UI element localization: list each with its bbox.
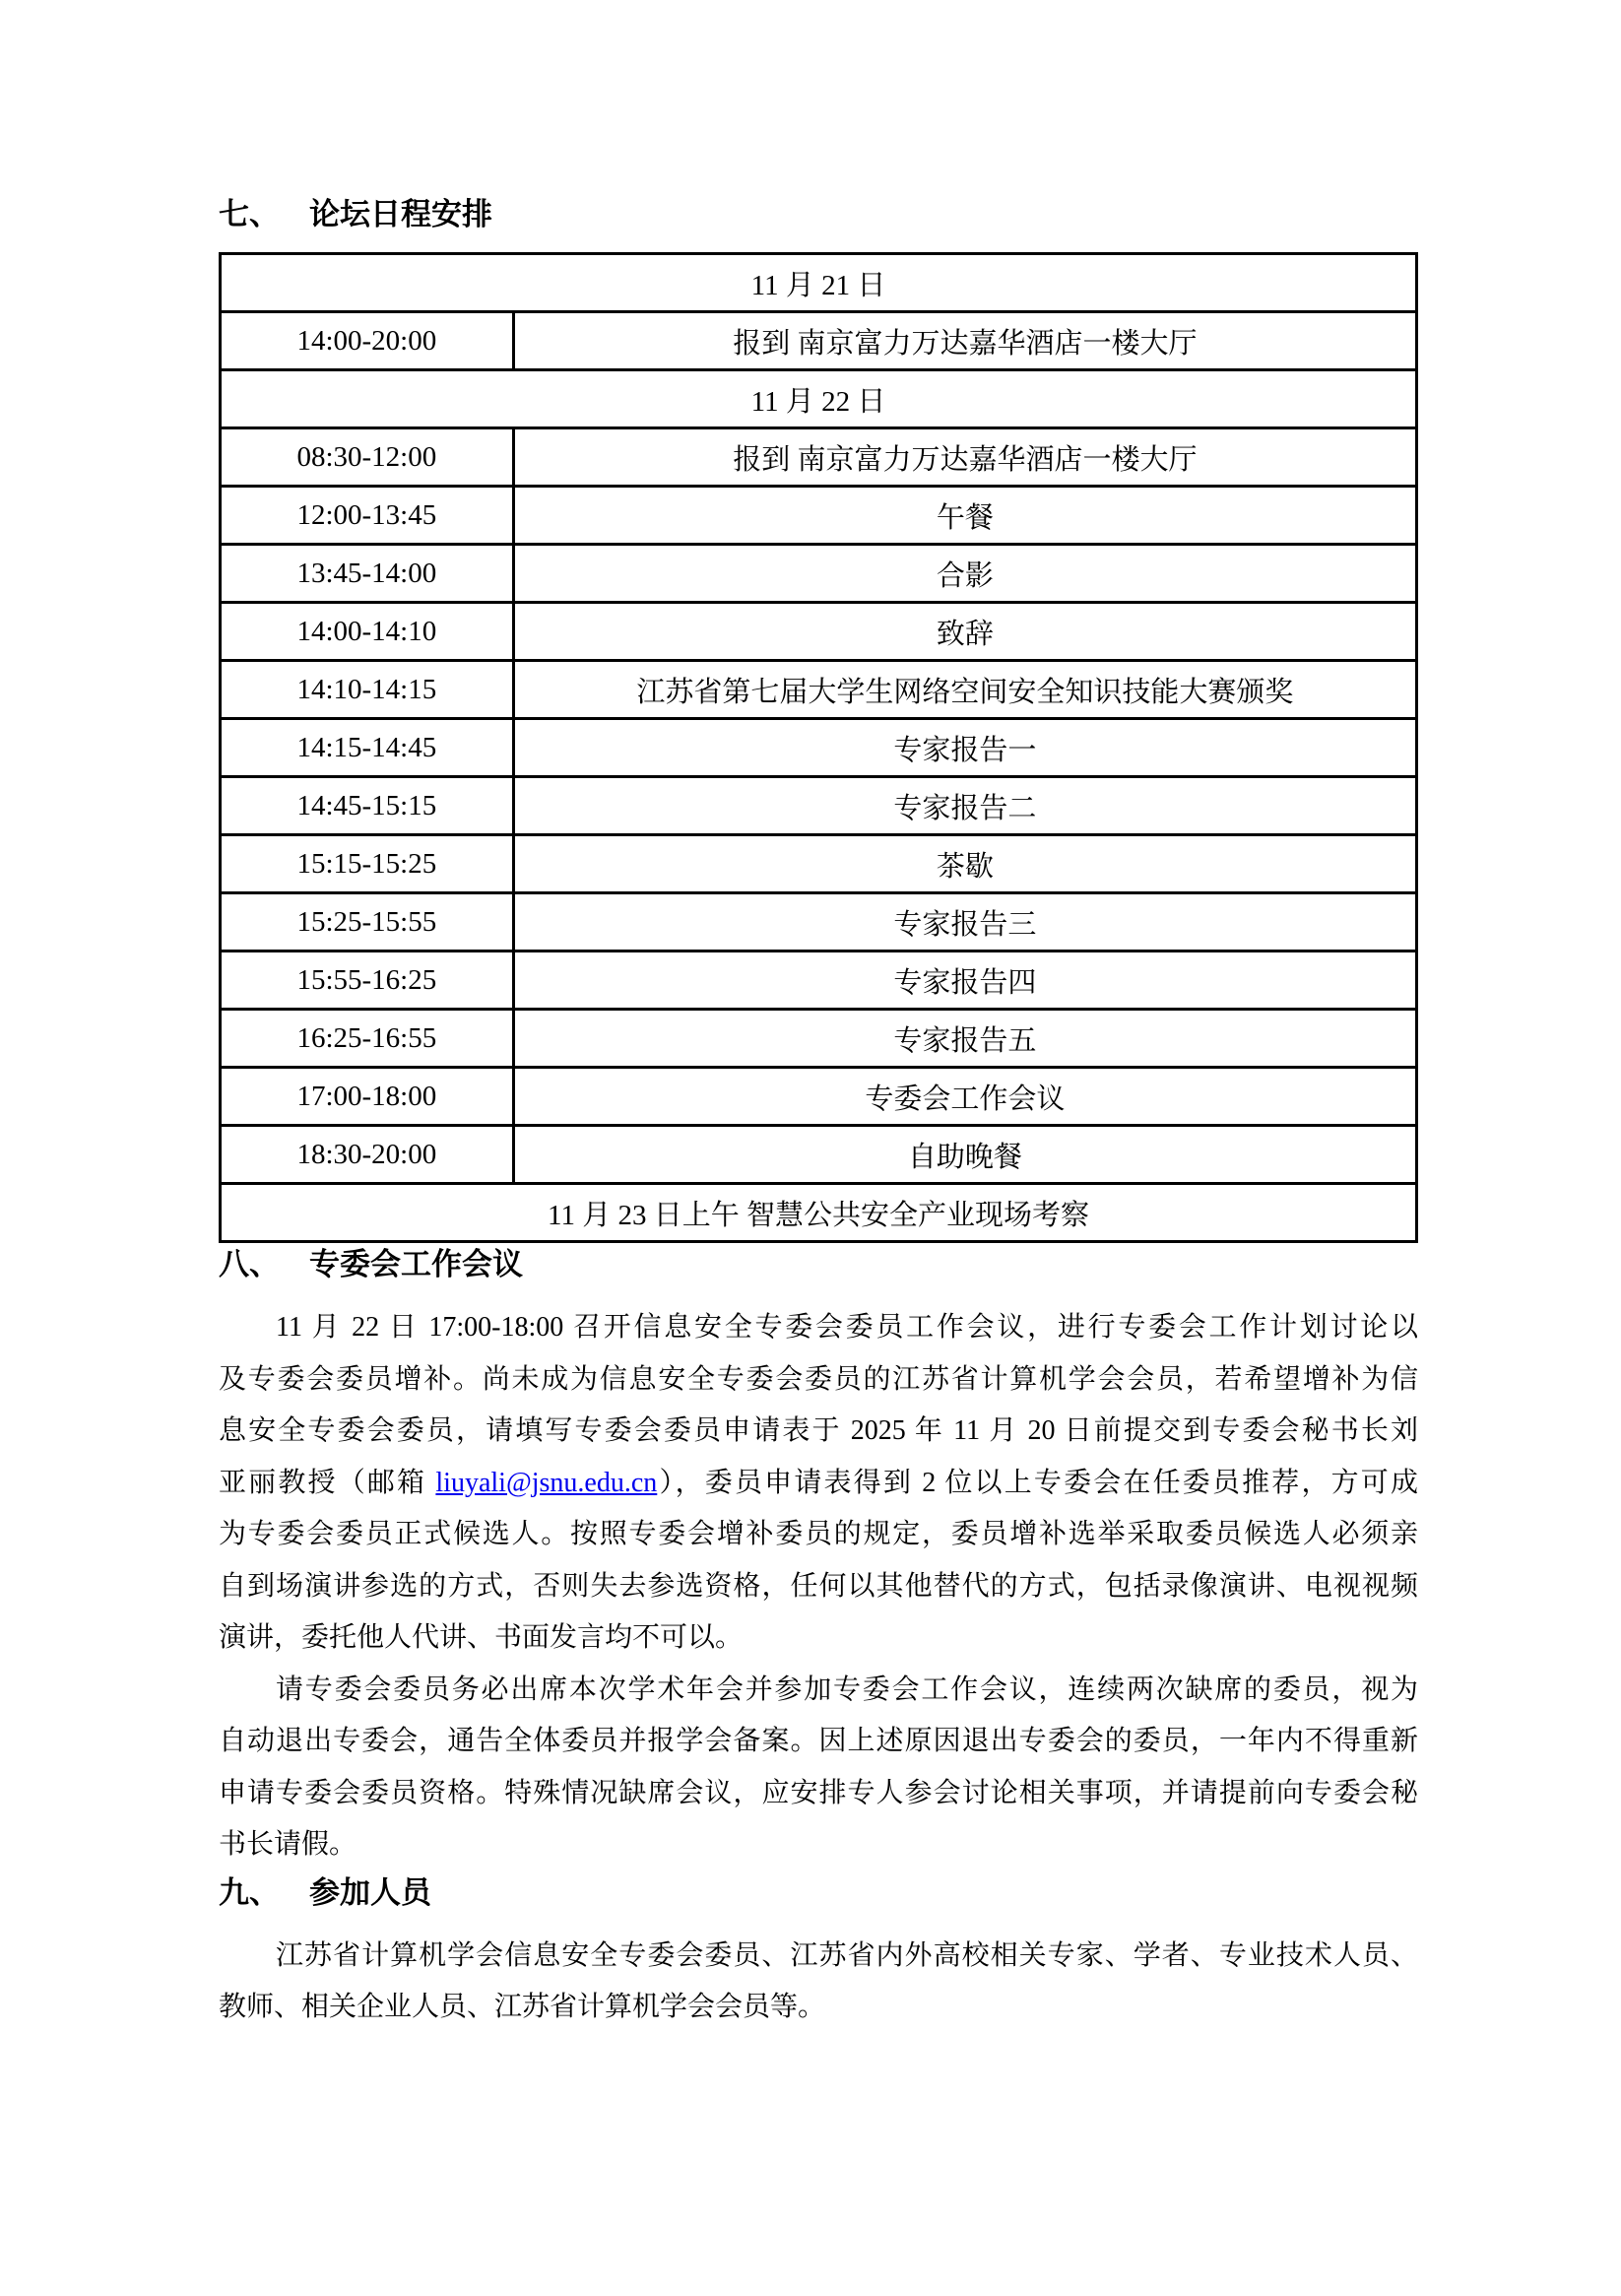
text-segment: 息安全专委会委员，请填写专委会委员申请表于 2025 年 11 月 20 日前提交到专委会秘书长刘 — [219, 1415, 1418, 1446]
text-segment: 自动退出专委会，通告全体委员并报学会备案。因上述原因退出专委会的委员，一年内不得重新 — [219, 1726, 1418, 1756]
time-cell: 14:00-14:10 — [221, 603, 514, 661]
schedule-table — [219, 252, 1418, 1243]
time-cell: 12:00-13:45 — [221, 487, 514, 545]
activity-cell: 专家报告四 — [513, 951, 1416, 1010]
activity-cell: 专委会工作会议 — [513, 1068, 1416, 1126]
text-segment: 11 月 22 日 17:00-18:00 召开信息安全专委会委员工作会议，进行专委会工作计划讨论以 — [276, 1312, 1418, 1343]
time-cell: 16:25-16:55 — [221, 1010, 514, 1068]
table-row — [221, 545, 1417, 603]
text-line — [219, 1561, 1418, 1613]
table-row — [221, 835, 1417, 893]
table-row — [221, 777, 1417, 835]
section-7-title: 论坛日程安排 — [309, 197, 492, 231]
activity-cell: 报到 南京富力万达嘉华酒店一楼大厅 — [513, 428, 1416, 487]
table-row — [221, 893, 1417, 951]
activity-cell: 自助晚餐 — [513, 1126, 1416, 1184]
section-8-number: 八、 — [219, 1247, 280, 1281]
table-row — [221, 1184, 1417, 1242]
section-7-number: 七、 — [219, 197, 280, 231]
text-line — [219, 1982, 1418, 2034]
time-cell: 15:55-16:25 — [221, 951, 514, 1010]
text-line — [219, 1302, 1418, 1354]
time-cell: 15:25-15:55 — [221, 893, 514, 951]
section-8-title: 专委会工作会议 — [309, 1247, 523, 1281]
document-content — [219, 193, 1418, 2034]
text-segment: ），委员申请表得到 2 位以上专委会在任委员推荐，方可成 — [657, 1467, 1418, 1498]
text-line — [219, 1768, 1418, 1820]
text-segment: 申请专委会委员资格。特殊情况缺席会议，应安排专人参会讨论相关事项，并请提前向专委会秘 — [219, 1777, 1418, 1808]
table-row — [221, 719, 1417, 777]
text-line — [219, 1665, 1418, 1717]
date-header-cell: 11 月 22 日 — [221, 370, 1417, 428]
time-cell: 14:00-20:00 — [221, 312, 514, 370]
activity-cell: 专家报告二 — [513, 777, 1416, 835]
text-line — [219, 1931, 1418, 1983]
activity-cell: 致辞 — [513, 603, 1416, 661]
table-row — [221, 951, 1417, 1010]
table-row — [221, 428, 1417, 487]
text-line — [219, 1354, 1418, 1407]
text-segment: 为专委会委员正式候选人。按照专委会增补委员的规定，委员增补选举采取委员候选人必须亲 — [219, 1519, 1418, 1549]
date-header-cell: 11 月 23 日上午 智慧公共安全产业现场考察 — [221, 1184, 1417, 1242]
activity-cell: 专家报告三 — [513, 893, 1416, 951]
section-9-paragraphs — [219, 1931, 1418, 2034]
text-line — [219, 1819, 1418, 1871]
time-cell: 15:15-15:25 — [221, 835, 514, 893]
time-cell: 08:30-12:00 — [221, 428, 514, 487]
text-segment: 及专委会委员增补。尚未成为信息安全专委会委员的江苏省计算机学会会员，若希望增补为信 — [219, 1363, 1418, 1395]
text-segment: 演讲，委托他人代讲、书面发言均不可以。 — [219, 1622, 744, 1653]
text-line — [219, 1716, 1418, 1768]
activity-cell: 江苏省第七届大学生网络空间安全知识技能大赛颁奖 — [513, 661, 1416, 719]
table-row — [221, 254, 1417, 312]
time-cell: 17:00-18:00 — [221, 1068, 514, 1126]
activity-cell: 茶歇 — [513, 835, 1416, 893]
text-segment: 亚丽教授（邮箱 — [219, 1467, 436, 1498]
table-row — [221, 1010, 1417, 1068]
text-segment: 江苏省计算机学会信息安全专委会委员、江苏省内外高校相关专家、学者、专业技术人员、 — [276, 1939, 1418, 1971]
table-row — [221, 1068, 1417, 1126]
text-segment: 请专委会委员务必出席本次学术年会并参加专委会工作会议，连续两次缺席的委员，视为 — [276, 1673, 1418, 1705]
table-row — [221, 487, 1417, 545]
table-row — [221, 603, 1417, 661]
email-link[interactable]: liuyali@jsnu.edu.cn — [435, 1467, 658, 1498]
table-row — [221, 1126, 1417, 1184]
text-segment: 书长请假。 — [219, 1829, 357, 1860]
text-segment: 自到场演讲参选的方式，否则失去参选资格，任何以其他替代的方式，包括录像演讲、电视视频 — [219, 1570, 1418, 1602]
activity-cell: 合影 — [513, 545, 1416, 603]
date-header-cell: 11 月 21 日 — [221, 254, 1417, 312]
section-7-heading — [219, 193, 1418, 236]
section-8-heading — [219, 1243, 1418, 1286]
text-line — [219, 1406, 1418, 1458]
text-line — [219, 1509, 1418, 1561]
table-row — [221, 661, 1417, 719]
time-cell: 14:15-14:45 — [221, 719, 514, 777]
section-9-heading — [219, 1871, 1418, 1915]
section-9-number: 九、 — [219, 1874, 280, 1910]
section-9-title: 参加人员 — [309, 1874, 431, 1910]
text-segment: 教师、相关企业人员、江苏省计算机学会会员等。 — [219, 1992, 826, 2022]
time-cell: 13:45-14:00 — [221, 545, 514, 603]
activity-cell: 专家报告五 — [513, 1010, 1416, 1068]
time-cell: 14:45-15:15 — [221, 777, 514, 835]
time-cell: 18:30-20:00 — [221, 1126, 514, 1184]
section-8-paragraphs — [219, 1302, 1418, 1871]
text-line — [219, 1612, 1418, 1665]
text-line — [219, 1458, 1418, 1510]
activity-cell: 午餐 — [513, 487, 1416, 545]
time-cell: 14:10-14:15 — [221, 661, 514, 719]
table-row — [221, 312, 1417, 370]
activity-cell: 报到 南京富力万达嘉华酒店一楼大厅 — [513, 312, 1416, 370]
table-row — [221, 370, 1417, 428]
activity-cell: 专家报告一 — [513, 719, 1416, 777]
